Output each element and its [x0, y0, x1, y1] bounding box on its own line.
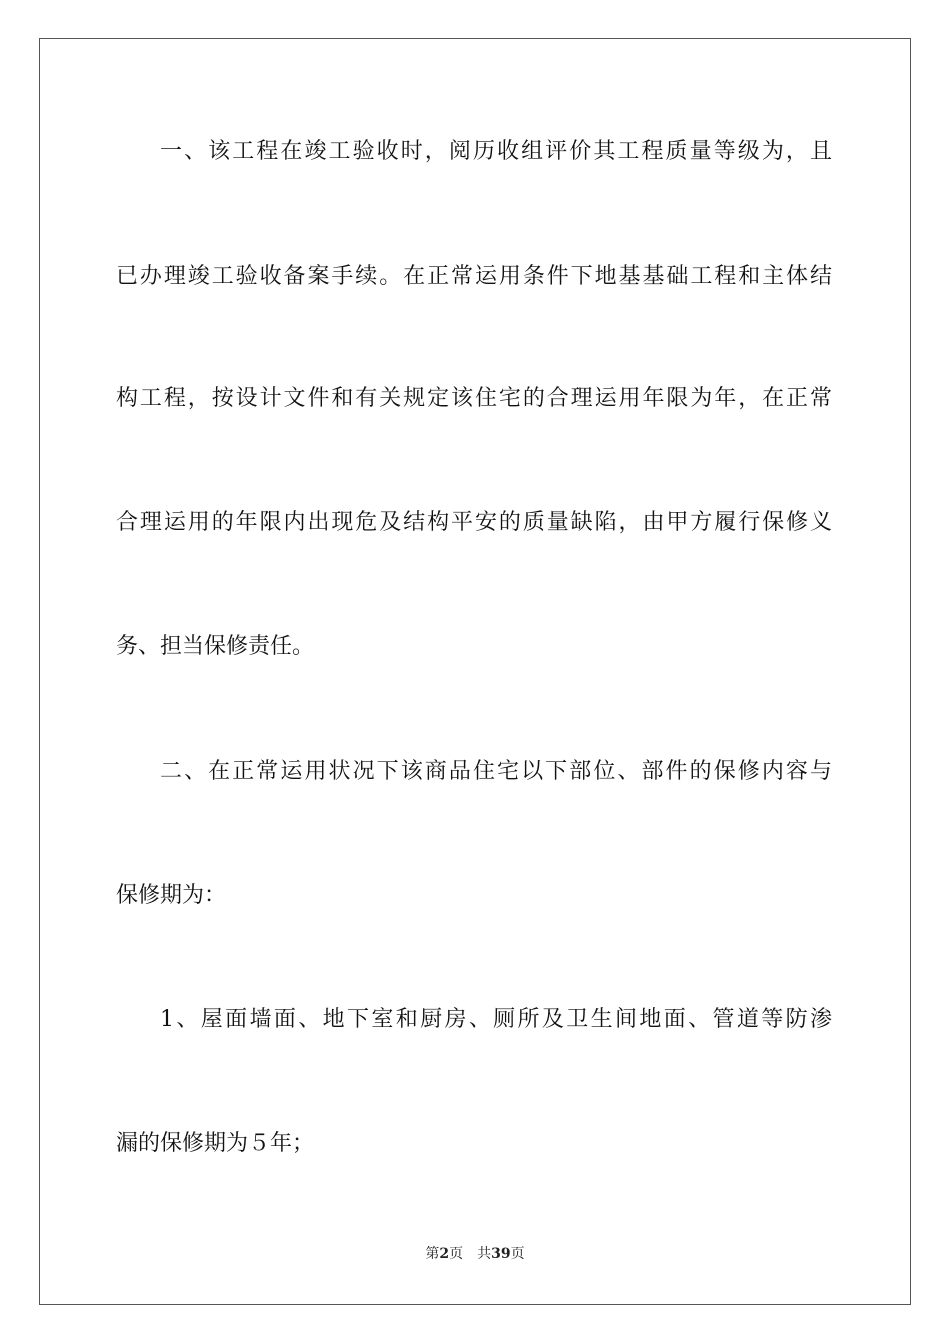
footer-page-number: 2 — [439, 1246, 450, 1262]
paragraph-1-line-3: 构工程，按设计文件和有关规定该住宅的合理运用年限为年，在正常 — [116, 386, 832, 411]
paragraph-1-line-2: 已办理竣工验收备案手续。在正常运用条件下地基基础工程和主体结 — [116, 264, 832, 289]
footer-page-suffix: 页 — [449, 1246, 464, 1262]
footer-page-prefix: 第 — [425, 1246, 440, 1262]
paragraph-3-line-1: 1、屋面墙面、地下室和厨房、厕所及卫生间地面、管道等防渗 — [160, 1007, 832, 1032]
paragraph-1-line-1: 一、该工程在竣工验收时，阅历收组评价其工程质量等级为，且 — [160, 139, 832, 164]
footer-total-suffix: 页 — [510, 1246, 525, 1262]
paragraph-3-line-2: 漏的保修期为５年； — [116, 1131, 315, 1156]
footer-total-prefix: 共 — [477, 1246, 492, 1262]
paragraph-1-line-4: 合理运用的年限内出现危及结构平安的质量缺陷，由甲方履行保修义 — [116, 510, 832, 535]
page-footer — [0, 1244, 950, 1264]
page-border — [39, 38, 911, 1305]
paragraph-2-line-1: 二、在正常运用状况下该商品住宅以下部位、部件的保修内容与 — [160, 759, 832, 784]
paragraph-2-line-2: 保修期为： — [116, 883, 227, 908]
paragraph-1-line-5: 务、担当保修责任。 — [116, 634, 315, 659]
footer-total-pages: 39 — [491, 1246, 511, 1262]
